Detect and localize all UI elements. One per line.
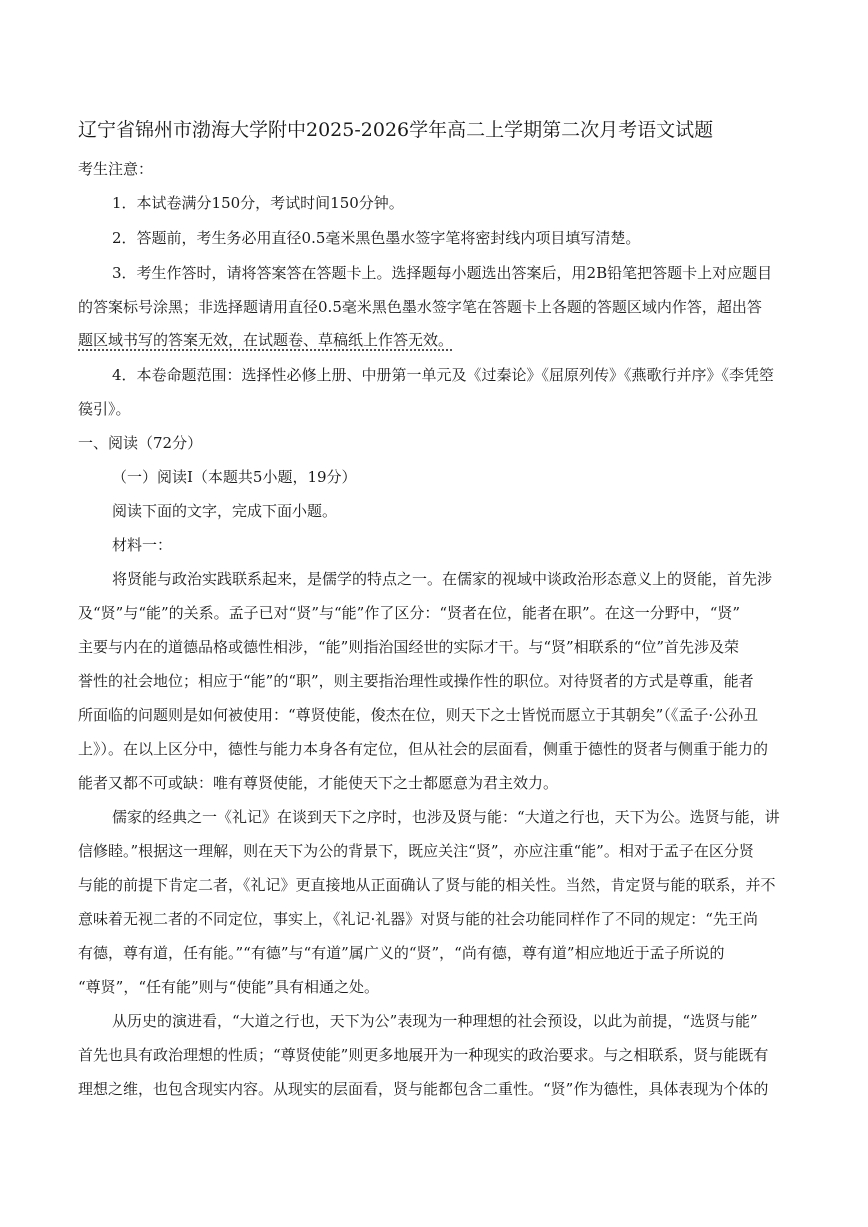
notice-line: 4．本卷命题范围：选择性必修上册、中册第一单元及《过秦论》《屈原列传》《燕歌行并序》《李凭箜 bbox=[112, 366, 775, 384]
paragraph-line: 所面临的问题则是如何被使用：“尊贤使能，俊杰在位，则天下之士皆悦而愿立于其朝矣”（《孟子·公孙丑 bbox=[78, 706, 759, 724]
exam-title: 辽宁省锦州市渤海大学附中2025-2026学年高二上学期第二次月考语文试题 bbox=[78, 119, 714, 141]
paragraph-line: 主要与内在的道德品格或德性相涉，“能”则指治国经世的实际才干。与“贤”相联系的“位”首先涉及荣 bbox=[78, 638, 740, 656]
material-label: 材料一： bbox=[112, 536, 173, 554]
paragraph-line: 誉性的社会地位；相应于“能”的“职”，则主要指治理性或操作性的职位。对待贤者的方式是尊重，能者 bbox=[78, 672, 754, 690]
paragraph-line: 首先也具有政治理想的性质；“尊贤使能”则更多地展开为一种现实的政治要求。与之相联系，贤与能既有 bbox=[78, 1046, 769, 1064]
notice-line: 1．本试卷满分150分，考试时间150分钟。 bbox=[112, 194, 404, 212]
paragraph-line: “尊贤”，“任有能”则与“使能”具有相通之处。 bbox=[78, 978, 380, 996]
paragraph-line: 与能的前提下肯定二者，《礼记》更直接地从正面确认了贤与能的相关性。当然，肯定贤与能的联系，并不 bbox=[78, 876, 776, 894]
notice-line: 题区域书写的答案无效，在试题卷、草稿纸上作答无效。 bbox=[78, 331, 454, 349]
paragraph-line: 信修睦。”根据这一理解，则在天下为公的背景下，既应关注“贤”，亦应注重“能”。相对于孟子在区分贤 bbox=[78, 842, 754, 860]
notice-line: 3．考生作答时，请将答案答在答题卡上。选择题每小题选出答案后，用2B铅笔把答题卡上对应题目 bbox=[112, 264, 773, 282]
paragraph-line: 上》）。在以上区分中，德性与能力本身各有定位，但从社会的层面看，侧重于德性的贤者与侧重于能力的 bbox=[78, 740, 769, 758]
section-heading: 一、阅读（72分） bbox=[78, 434, 203, 452]
paragraph-line: 能者又都不可或缺：唯有尊贤使能，才能使天下之士都愿意为君主效力。 bbox=[78, 774, 559, 792]
paragraph-line: 有德，尊有道，任有能。”“有德”与“有道”属广义的“贤”，“尚有德，尊有道”相应地近于孟子所说的 bbox=[78, 944, 725, 962]
paragraph-line: 意味着无视二者的不同定位，事实上，《礼记·礼器》对贤与能的社会功能同样作了不同的规定：“先王尚 bbox=[78, 910, 758, 928]
notice-line: 2．答题前，考生务必用直径0.5毫米黑色墨水签字笔将密封线内项目填写清楚。 bbox=[112, 229, 641, 247]
notice-line: 篌引》。 bbox=[78, 400, 131, 418]
paragraph-line: 从历史的演进看，“大道之行也，天下为公”表现为一种理想的社会预设，以此为前提，“选贤与能” bbox=[112, 1012, 758, 1030]
instruction-text: 阅读下面的文字，完成下面小题。 bbox=[112, 502, 338, 520]
notice-heading: 考生注意： bbox=[78, 160, 154, 178]
paragraph-line: 理想之维，也包含现实内容。从现实的层面看，贤与能都包含二重性。“贤”作为德性，具体表现为个体的 bbox=[78, 1080, 769, 1098]
subsection-heading: （一）阅读Ⅰ（本题共5小题，19分） bbox=[112, 468, 357, 486]
notice-line: 的答案标号涂黑；非选择题请用直径0.5毫米黑色墨水签字笔在答题卡上各题的答题区域内作答，超出答 bbox=[78, 298, 762, 316]
paragraph-line: 将贤能与政治实践联系起来，是儒学的特点之一。在儒家的视域中谈政治形态意义上的贤能，首先涉 bbox=[112, 570, 773, 588]
paragraph-line: 儒家的经典之一《礼记》在谈到天下之序时，也涉及贤与能：“大道之行也，天下为公。选贤与能，讲 bbox=[112, 808, 780, 826]
paragraph-line: 及“贤”与“能”的关系。孟子已对“贤”与“能”作了区分：“贤者在位，能者在职”。在这一分野中，“贤” bbox=[78, 604, 741, 622]
